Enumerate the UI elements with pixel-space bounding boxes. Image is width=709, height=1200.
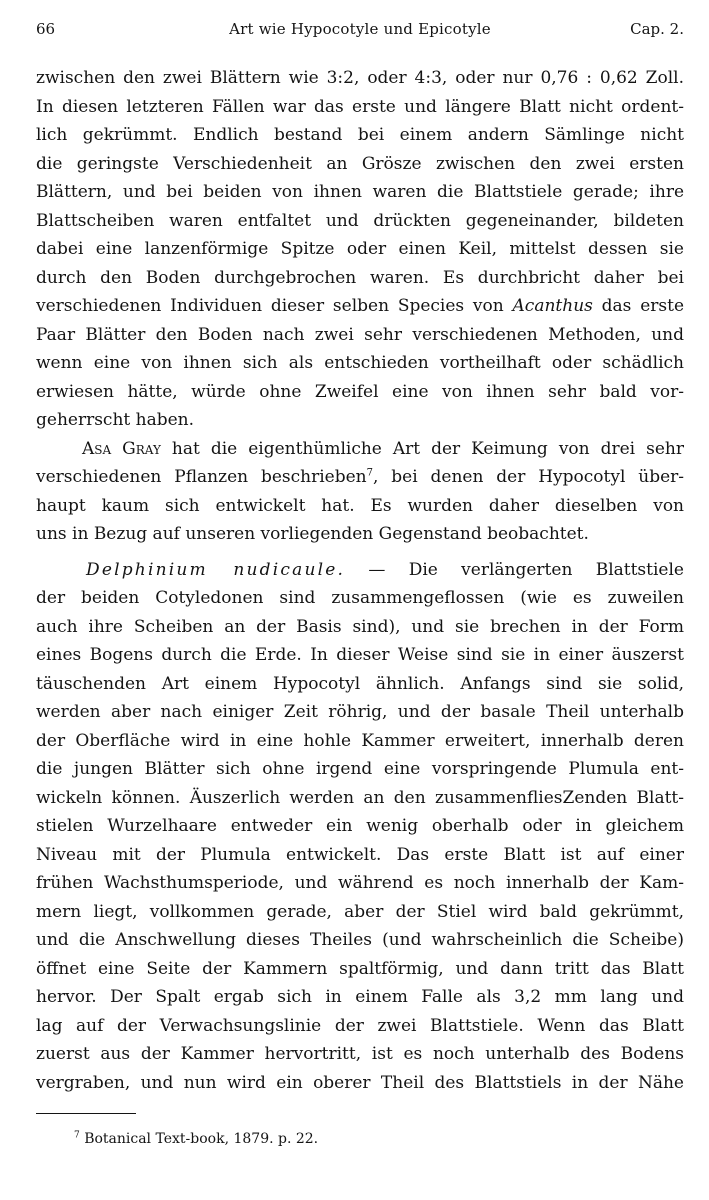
footnote-ref: 7: [366, 467, 373, 479]
text-line: eines Bogens durch die Erde. In dieser Weise sind sie in einer äuszerst: [36, 645, 684, 665]
page-number: 66: [36, 20, 56, 38]
text-line: In diesen letzteren Fällen war das erste und längere Blatt nicht ordent-: [36, 96, 684, 117]
text-segment: das erste: [592, 296, 684, 316]
text-line: öffnet eine Seite der Kammern spaltförmig, und dann tritt das Blatt: [36, 958, 684, 979]
text-line: die geringste Verschiedenheit an Grösze zwischen den zwei ersten: [36, 153, 684, 174]
footnote-divider: [36, 1113, 136, 1114]
footnote-marker: 7: [74, 1130, 80, 1141]
text-line: lich gekrümmt. Endlich bestand bei einem andern Sämlinge nicht: [36, 125, 684, 145]
text-segment: , bei denen der Hypocotyl über-: [372, 467, 684, 487]
text-segment: — Die verlängerten Blattstiele: [345, 559, 684, 580]
text-line: täuschenden Art einem Hypocotyl ähnlich. Anfangs sind sie solid,: [36, 673, 684, 694]
text-line: Blättern, und bei beiden von ihnen waren die Blattstiele gerade; ihre: [36, 182, 684, 202]
text-line: der beiden Cotyledonen sind zusammengeflossen (wie es zuweilen: [36, 588, 684, 608]
text-segment: verschiedenen Pflanzen beschrieben: [36, 467, 367, 487]
footnote: [74, 1131, 318, 1147]
text-line: lag auf der Verwachsungslinie der zwei Blattstiele. Wenn das Blatt: [36, 1015, 684, 1036]
running-title: Art wie Hypocotyle und Epicotyle: [229, 20, 491, 38]
text-line: hervor. Der Spalt ergab sich in einem Falle als 3,2 mm lang und: [36, 987, 684, 1007]
text-line: wenn eine von ihnen sich als entschieden vortheilhaft oder schädlich: [36, 353, 684, 373]
text-line: Blattscheiben waren entfaltet und drückten gegeneinander, bildeten: [36, 210, 684, 231]
text-line: [36, 556, 684, 585]
chapter-label: Cap. 2.: [630, 20, 684, 38]
footnote-text: Botanical Text-book, 1879. p. 22.: [84, 1131, 319, 1147]
text-line: frühen Wachsthumsperiode, und während es noch innerhalb der Kam-: [36, 873, 684, 893]
text-line: zwischen den zwei Blättern wie 3:2, oder 4:3, oder nur 0,76 : 0,62 Zoll.: [36, 68, 684, 88]
text-line: [36, 292, 684, 321]
text-line: Paar Blätter den Boden nach zwei sehr verschiedenen Methoden, und: [36, 324, 684, 345]
text-segment: hat die eigenthümliche Art der Keimung von drei sehr: [160, 438, 684, 459]
species-name: Delphinium nudicaule.: [86, 559, 346, 580]
text-line: werden aber nach einiger Zeit röhrig, und der basale Theil unterhalb: [36, 702, 684, 722]
text-line: der Oberfläche wird in eine hohle Kammer erweitert, innerhalb deren: [36, 730, 684, 751]
text-line: Niveau mit der Plumula entwickelt. Das erste Blatt ist auf einer: [36, 844, 684, 865]
genus-name: Acanthus: [512, 296, 593, 316]
text-line: uns in Bezug auf unseren vorliegenden Gegenstand beobachtet.: [36, 524, 589, 544]
page-header: [36, 20, 684, 44]
text-line: wickeln können. Äuszerlich werden an den zusammenfliesZenden Blatt-: [36, 787, 684, 808]
text-line: dabei eine lanzenförmige Spitze oder einen Keil, mittelst dessen sie: [36, 239, 684, 259]
text-line: vergraben, und nun wird ein oberer Theil des Blattstiels in der Nähe: [36, 1072, 684, 1093]
text-line: auch ihre Scheiben an der Basis sind), und sie brechen in der Form: [36, 616, 684, 637]
text-line: mern liegt, vollkommen gerade, aber der Stiel wird bald gekrümmt,: [36, 901, 684, 922]
text-line: haupt kaum sich entwickelt hat. Es wurden daher dieselben von: [36, 495, 684, 516]
text-line: erwiesen hätte, würde ohne Zweifel eine von ihnen sehr bald vor-: [36, 381, 684, 402]
text-line: und die Anschwellung dieses Theiles (und wahrscheinlich die Scheibe): [36, 930, 684, 950]
main-text: [36, 64, 684, 1097]
text-line: geherrscht haben.: [36, 410, 195, 430]
text-line: [36, 463, 684, 492]
text-line: zuerst aus der Kammer hervortritt, ist es noch unterhalb des Bodens: [36, 1044, 684, 1064]
text-line: die jungen Blätter sich ohne irgend eine vorspringende Plumula ent-: [36, 759, 684, 779]
text-line: stielen Wurzelhaare entweder ein wenig oberhalb oder in gleichem: [36, 816, 684, 836]
text-segment: verschiedenen Individuen dieser selben Species von: [36, 296, 504, 316]
text-line: durch den Boden durchgebrochen waren. Es durchbricht daher bei: [36, 267, 684, 288]
text-line: [36, 435, 684, 464]
author-name: Asa Gray: [82, 438, 161, 459]
